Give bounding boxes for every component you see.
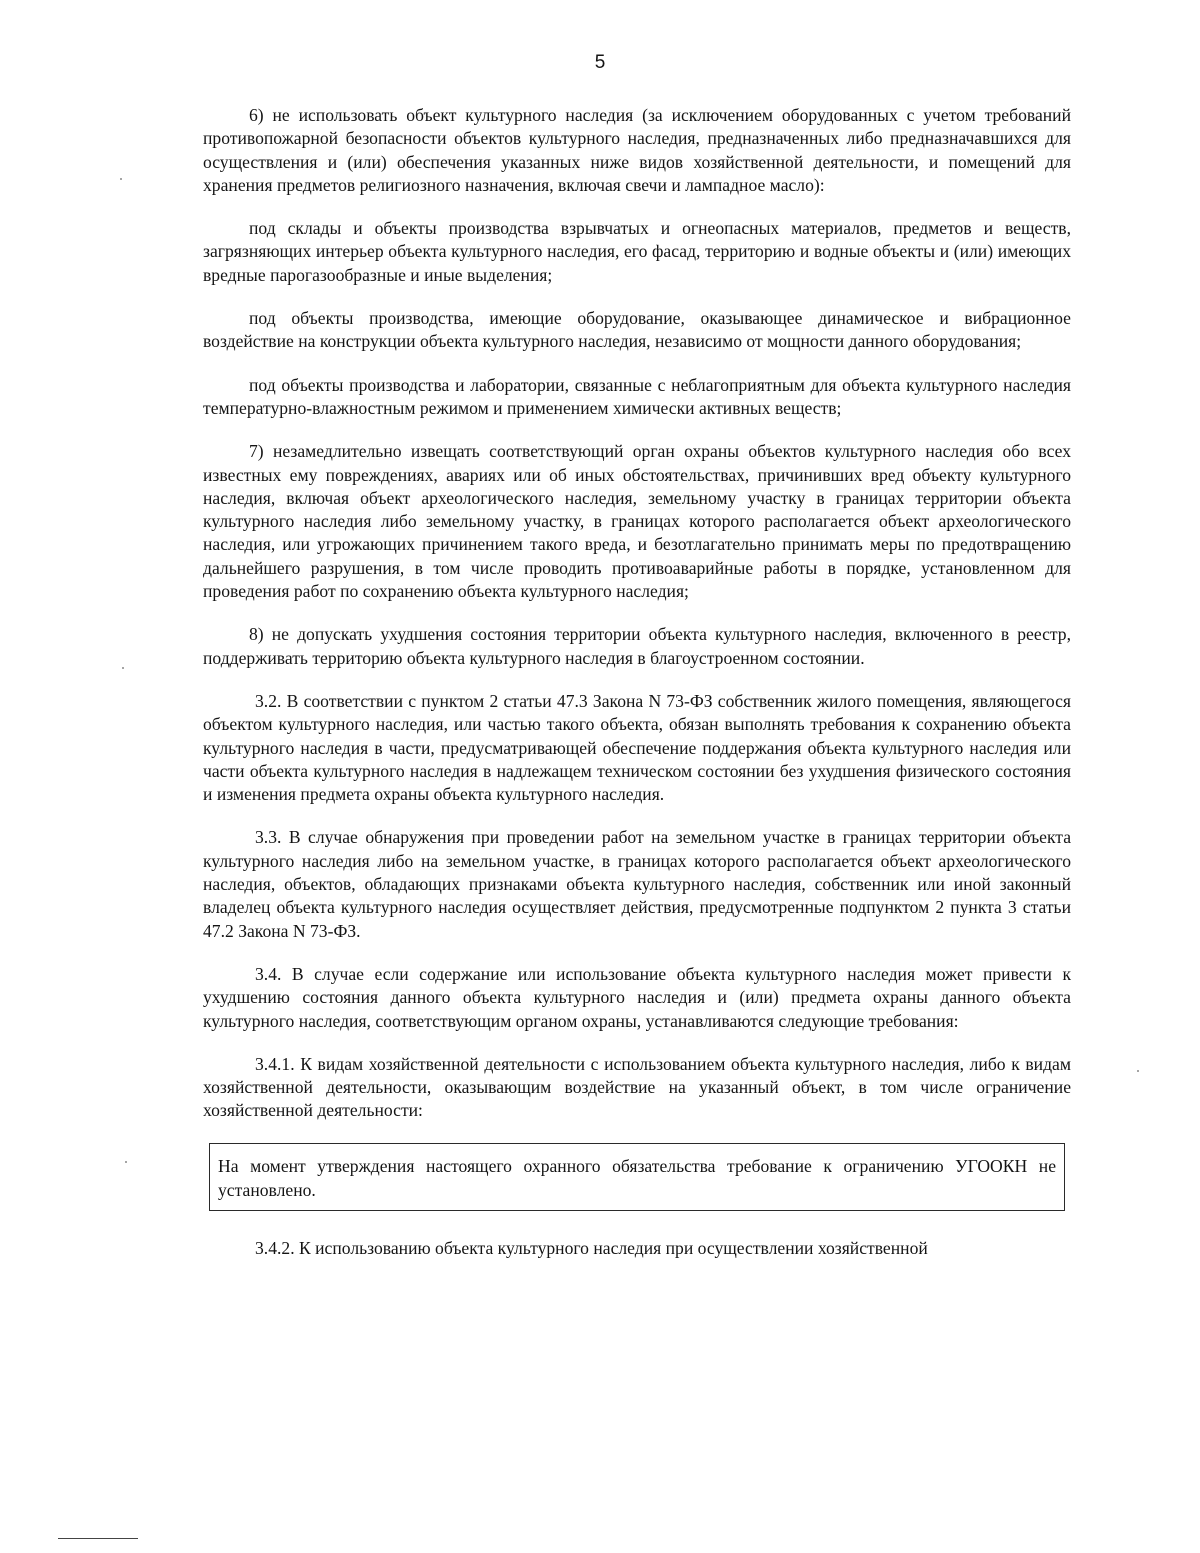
scan-speck	[120, 178, 122, 180]
paragraph-3-2: 3.2. В соответствии с пунктом 2 статьи 47.3 Закона N 73-ФЗ собственник жилого помещения, являющегося объектом культурного наследия, или частью такого объекта, обязан выполнять требования к сохранению объекта культурного наследия в части, предусматривающей обеспечение поддержания объекта культурного наследия или части объекта культурного наследия в надлежащем техническом состоянии без ухудшения физического состояния и изменения предмета охраны объекта культурного наследия.	[203, 690, 1071, 805]
paragraph-item-6: 6) не использовать объект культурного наследия (за исключением оборудованных с учетом требований противопожарной безопасности объектов культурного наследия, предназначенных либо предназначавшихся для осуществления и (или) обеспечения указанных ниже видов хозяйственной деятельности, и помещений для хранения предметов религиозного назначения, включая свечи и лампадное масло):	[203, 105, 1071, 195]
paragraph-laboratories: под объекты производства и лаборатории, связанные с неблагоприятным для объекта культурного наследия температурно-влажностным режимом и применением химически активных веществ;	[203, 374, 1071, 418]
paragraph-warehouses: под склады и объекты производства взрывчатых и огнеопасных материалов, предметов и веществ, загрязняющих интерьер объекта культурного наследия, его фасад, территорию и водные объекты и (или) имеющих вредные парогазообразные и иные выделения;	[203, 218, 1071, 285]
paragraph-3-4: 3.4. В случае если содержание или использование объекта культурного наследия может привести к ухудшению состояния данного объекта культурного наследия и (или) предмета охраны данного объекта культурного наследия, соответствующим органом охраны, устанавливаются следующие требования:	[203, 963, 1071, 1031]
scan-speck	[122, 667, 124, 669]
scan-speck	[1137, 1070, 1139, 1072]
scan-speck	[125, 1161, 127, 1163]
paragraph-3-4-1: 3.4.1. К видам хозяйственной деятельности с использованием объекта культурного наследия, либо к видам хозяйственной деятельности, оказывающим воздействие на указанный объект, в том числе ограничение хозяйственной деятельности:	[203, 1053, 1071, 1121]
paragraph-3-3: 3.3. В случае обнаружения при проведении работ на земельном участке в границах территории объекта культурного наследия либо на земельном участке, в границах которого располагается объект археологического наследия, объектов, обладающих признаками объекта культурного наследия, собственник или иной законный владелец объекта культурного наследия осуществляет действия, предусмотренные подпунктом 2 пункта 3 статьи 47.2 Закона N 73-ФЗ.	[203, 827, 1071, 941]
paragraph-3-4-2: 3.4.2. К использованию объекта культурного наследия при осуществлении хозяйственной	[255, 1237, 928, 1258]
paragraph-item-7: 7) незамедлительно извещать соответствующий орган охраны объектов культурного наследия обо всех известных ему повреждениях, авариях или об иных обстоятельствах, причинивших вред объекту культурного наследия, включая объект археологического наследия, земельному участку в границах территории объекта культурного наследия либо земельному участку, в границах которого располагается объект археологического наследия, или угрожающих причинением такого вреда, и безотлагательно принимать меры по предотвращению дальнейшего разрушения, в том числе проводить противоаварийные работы в порядке, установленном для проведения работ по сохранению объекта культурного наследия;	[203, 441, 1071, 602]
document-body	[203, 104, 1071, 1260]
notice-box: На момент утверждения настоящего охранного обязательства требование к ограничению УГООКН не установлено.	[209, 1143, 1065, 1211]
page-number: 5	[594, 52, 606, 73]
paragraph-production-equipment: под объекты производства, имеющие оборудование, оказывающее динамическое и вибрационное воздействие на конструкции объекта культурного наследия, независимо от мощности данного оборудования;	[203, 308, 1071, 352]
paragraph-item-8: 8) не допускать ухудшения состояния территории объекта культурного наследия, включенного в реестр, поддерживать территорию объекта культурного наследия в благоустроенном состоянии.	[203, 624, 1071, 668]
scan-line-mark	[58, 1538, 138, 1539]
